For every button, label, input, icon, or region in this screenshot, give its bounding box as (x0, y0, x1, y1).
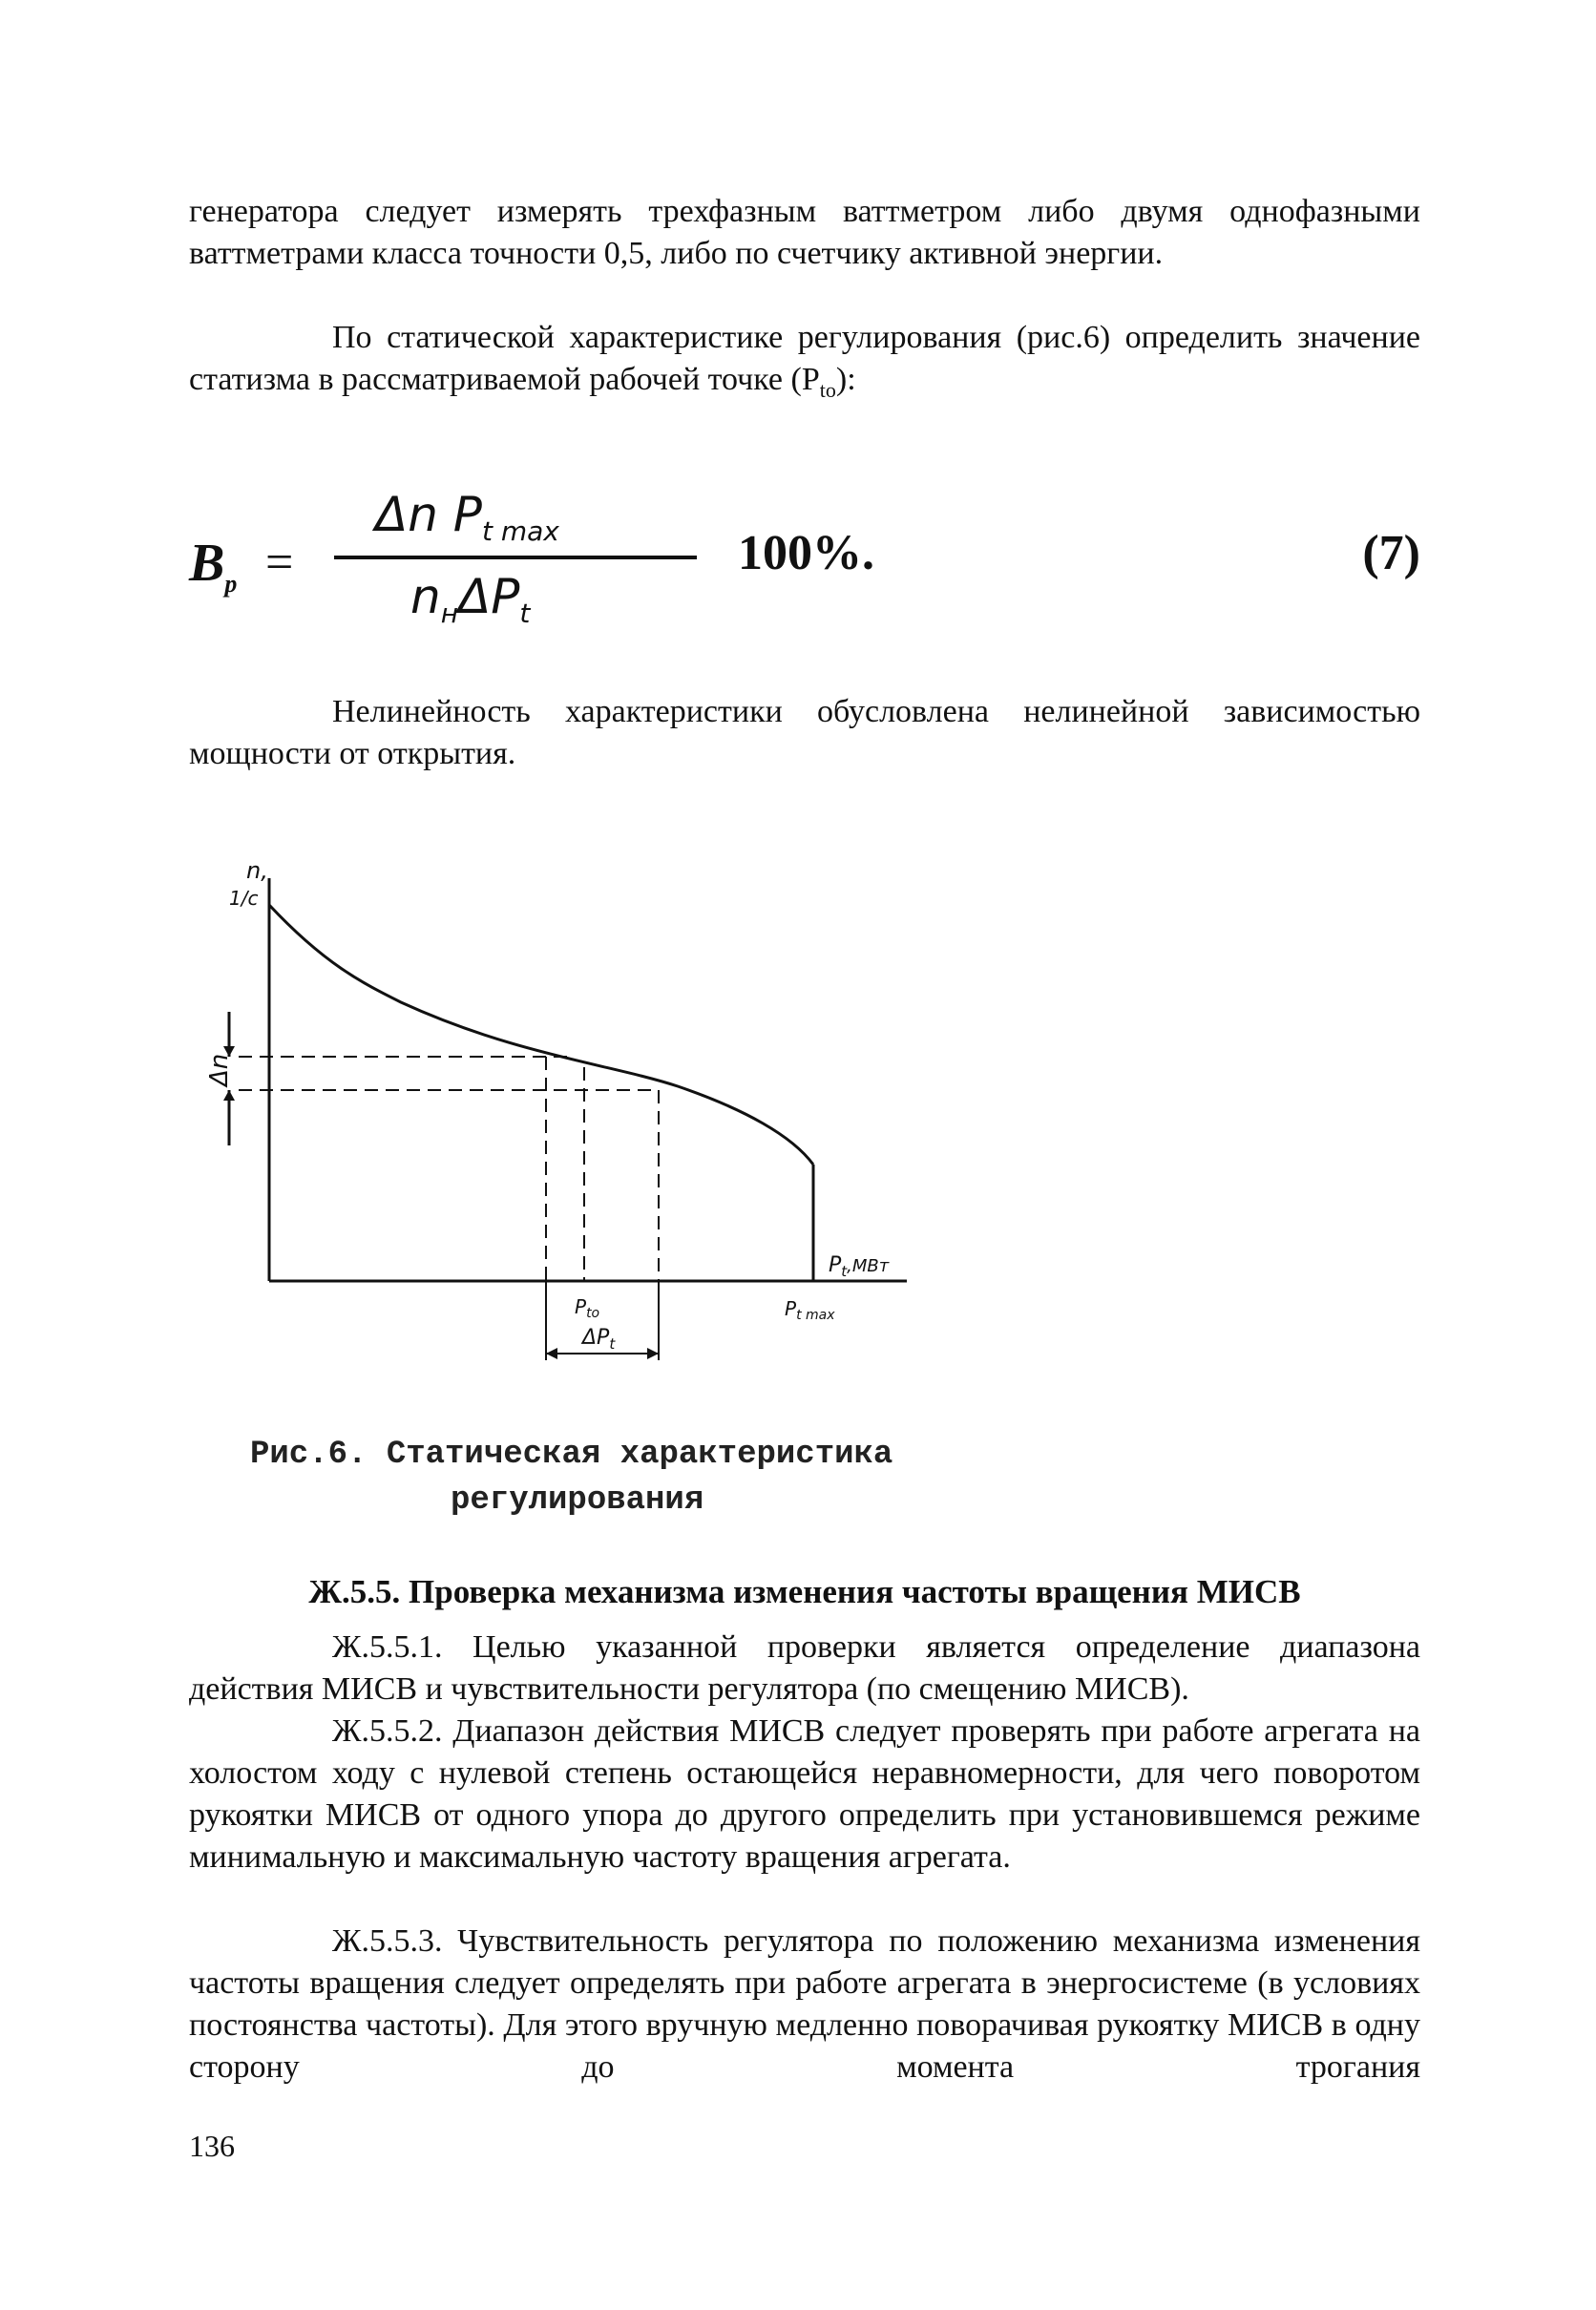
formula-denominator-n-subscript: н (440, 598, 459, 629)
formula-lhs (189, 533, 237, 598)
paragraph-2-subscript: to (819, 377, 836, 402)
formula-denominator-dp-subscript: t (519, 598, 531, 629)
pmax-label (785, 1297, 835, 1323)
y-axis-unit: 1/c (229, 887, 259, 910)
section-heading: Ж.5.5. Проверка механизма изменения частоты вращения МИСВ (308, 1573, 1301, 1610)
pmax-label-symbol: P (785, 1297, 797, 1320)
paragraph-2-text: По статической характеристике регулирования (рис.6) определить значение статизма в рассматриваемой рабочей точке (P (189, 320, 1420, 397)
delta-pt-label (580, 1326, 616, 1353)
formula-equals: = (265, 536, 294, 590)
fraction-bar (334, 556, 697, 559)
figure-caption (250, 1432, 892, 1523)
paragraph-3: Нелинейность характеристики обусловлена нелинейной зависимостью мощности от открытия. (189, 694, 1420, 771)
pmax-label-subscript: t max (796, 1308, 835, 1323)
formula-multiplier: 100%. (738, 526, 874, 580)
delta-n-label: Δn (205, 1053, 234, 1086)
section-paragraph-2: Ж.5.5.2. Диапазон действия МИСВ следует проверять при работе агрегата на холостом ходу с нулевой степень остающейся неравномерности, для чего поворотом рукоятки МИСВ от одного упора до другого определить при установившемся режиме минимальную и максимальную частоту вращения агрегата. (189, 1713, 1420, 1875)
formula-denominator (410, 569, 530, 629)
delta-pt-arrowhead-left (546, 1348, 557, 1359)
paragraph-1: генератора следует измерять трехфазным ваттметром либо двумя однофазными ваттметрами класса точности 0,5, либо по счетчику активной энергии. (189, 194, 1420, 271)
pto-label-symbol: P (575, 1295, 587, 1318)
x-axis-label-symbol: P (829, 1253, 842, 1277)
formula-numerator-text: Δn P (375, 487, 482, 542)
delta-pt-symbol: ΔP (582, 1326, 610, 1350)
figure-caption-line-2: регулирования (451, 1482, 704, 1519)
static-characteristic-figure (200, 859, 955, 1394)
characteristic-curve (269, 905, 813, 1165)
delta-n-arrowhead-bottom (223, 1090, 235, 1101)
delta-pt-subscript: t (609, 1335, 616, 1353)
section-paragraph-3: Ж.5.5.3. Чувствительность регулятора по положению механизма изменения частоты вращения следует определять при работе агрегата в энергосистеме (в условиях постоянства частоты). Для этого вручную медленно поворачивая рукоятку МИСВ в одну сторону до момента трогания (189, 1923, 1420, 2085)
y-axis-label: n, (246, 859, 268, 884)
paragraph-2-end: ): (835, 362, 856, 397)
x-axis-label-subscript: t (841, 1263, 848, 1280)
formula-denominator-n: n (410, 569, 441, 624)
page-number: 136 (189, 2129, 235, 2163)
paragraph-2 (189, 317, 1420, 411)
formula-denominator-dp: ΔP (458, 569, 520, 624)
pto-label-subscript: to (586, 1306, 600, 1321)
figure-caption-line-1: Рис.6. Статическая характеристика (250, 1437, 893, 1473)
formula-numerator-subscript: t max (481, 515, 559, 547)
x-axis-unit: ,МВт (847, 1256, 890, 1276)
formula-numerator (375, 487, 559, 547)
section-paragraph-1: Ж.5.5.1. Целью указанной проверки является определение диапазона действия МИСВ и чувствительности регулятора (по смещению МИСВ). (189, 1629, 1420, 1707)
delta-pt-arrowhead-right (647, 1348, 659, 1359)
statism-formula (189, 477, 1420, 668)
formula-lhs-symbol: B (189, 534, 225, 593)
formula-lhs-subscript: p (224, 570, 238, 598)
equation-number: (7) (1362, 526, 1420, 580)
x-axis-label (829, 1253, 890, 1280)
pto-label (575, 1295, 599, 1321)
